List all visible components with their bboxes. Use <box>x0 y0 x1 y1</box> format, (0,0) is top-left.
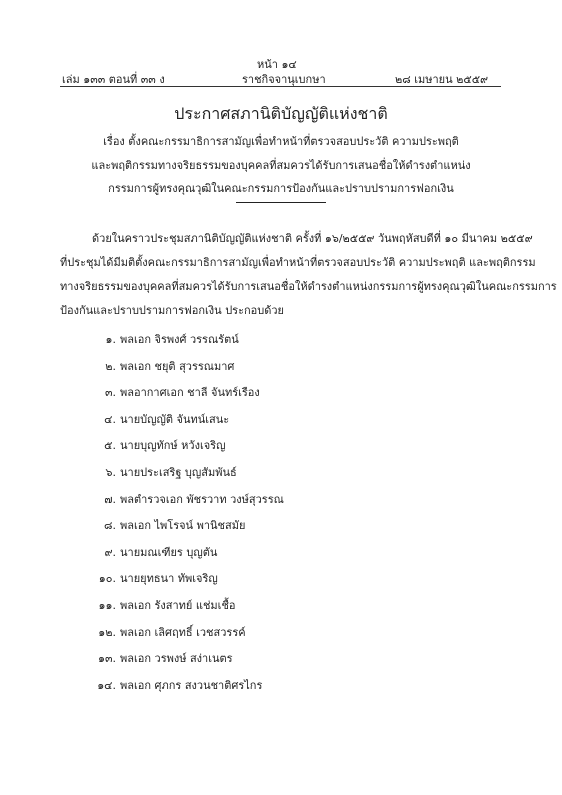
member-number: ๖. <box>105 465 116 479</box>
member-number: ๑๔. <box>97 678 116 692</box>
gazette-name: ราชกิจจานุเบกษา <box>242 73 326 86</box>
list-item <box>0 543 562 570</box>
member-name: พลเอก วรพงษ์ สง่าเนตร <box>120 652 233 666</box>
gazette-volume: เล่ม ๑๓๓ ตอนที่ ๓๓ ง <box>62 73 165 86</box>
list-item <box>0 383 562 410</box>
list-item <box>0 410 562 437</box>
body-line-4: ป้องกันและปราบปรามการฟอกเงิน ประกอบด้วย <box>60 304 285 317</box>
list-item <box>0 436 562 463</box>
member-number: ๑๒. <box>98 625 116 639</box>
member-number: ๘. <box>104 519 116 533</box>
list-item <box>0 490 562 517</box>
member-name: พลเอก เลิศฤทธิ์ เวชสวรรค์ <box>120 625 246 639</box>
body-line-3: ทางจริยธรรมของบุคคลที่สมควรได้รับการเสนอชื่อให้ดำรงตำแหน่งกรรมการผู้ทรงคุณวุฒิในคณะกรรมการ <box>60 280 557 293</box>
member-name: นายบัญญัติ จันทน์เสนะ <box>120 412 230 426</box>
member-number: ๕. <box>104 439 116 453</box>
member-name: พลตำรวจเอก พัชรวาท วงษ์สุวรรณ <box>120 492 284 506</box>
member-number: ๒. <box>105 359 116 373</box>
member-name: พลเอก รังสาทย์ แช่มเชื้อ <box>120 598 236 612</box>
list-item <box>0 463 562 490</box>
member-name: นายประเสริฐ บุญสัมพันธ์ <box>120 465 237 479</box>
list-item <box>0 676 562 703</box>
title-separator <box>236 202 326 203</box>
member-name: พลเอก จิรพงศ์ วรรณรัตน์ <box>120 333 239 346</box>
member-list <box>0 330 562 702</box>
header-divider <box>60 86 501 87</box>
subject-line-3: กรรมการผู้ทรงคุณวุฒิในคณะกรรมการป้องกันและปราบปรามการฟอกเงิน <box>108 182 454 195</box>
member-number: ๗. <box>104 492 116 506</box>
subject-line-2: และพฤติกรรมทางจริยธรรมของบุคคลที่สมควรได้รับการเสนอชื่อให้ดำรงตำแหน่ง <box>91 159 471 172</box>
list-item <box>0 357 562 384</box>
gazette-date: ๒๘ เมษายน ๒๕๕๙ <box>395 73 489 86</box>
list-item <box>0 623 562 650</box>
page-number: หน้า ๑๔ <box>257 58 297 71</box>
list-item <box>0 569 562 596</box>
list-item <box>0 330 562 357</box>
member-number: ๙. <box>104 545 116 559</box>
member-name: นายยุทธนา ทัพเจริญ <box>120 572 218 586</box>
body-line-1: ด้วยในคราวประชุมสภานิติบัญญัติแห่งชาติ ครั้งที่ ๑๖/๒๕๕๙ วันพฤหัสบดีที่ ๑๐ มีนาคม ๒๕๕๙ <box>92 232 533 245</box>
member-number: ๑๐. <box>98 572 116 586</box>
member-number: ๑. <box>105 333 116 346</box>
subject-line-1: เรื่อง ตั้งคณะกรรมาธิการสามัญเพื่อทำหน้าที่ตรวจสอบประวัติ ความประพฤติ <box>103 135 459 148</box>
member-name: นายมณเฑียร บุญตัน <box>120 545 218 559</box>
member-name: พลเอก ศุภกร สงวนชาติศรไกร <box>120 678 263 692</box>
body-line-2: ที่ประชุมได้มีมติตั้งคณะกรรมาธิการสามัญเพื่อทำหน้าที่ตรวจสอบประวัติ ความประพฤติ และพฤติกรรม <box>60 256 536 269</box>
member-name: พลเอก ไพโรจน์ พานิชสมัย <box>120 519 246 533</box>
list-item <box>0 649 562 676</box>
member-number: ๓. <box>104 386 116 400</box>
list-item <box>0 596 562 623</box>
member-number: ๔. <box>104 412 116 426</box>
member-name: พลอากาศเอก ชาลี จันทร์เรือง <box>120 386 260 400</box>
member-name: พลเอก ชยุติ สุวรรณมาศ <box>120 359 235 373</box>
member-number: ๑๓. <box>98 652 116 666</box>
announcement-title: ประกาศสภานิติบัญญัติแห่งชาติ <box>174 104 388 123</box>
list-item <box>0 516 562 543</box>
member-number: ๑๑. <box>98 598 116 612</box>
member-name: นายบุญทักษ์ หวังเจริญ <box>120 439 226 453</box>
